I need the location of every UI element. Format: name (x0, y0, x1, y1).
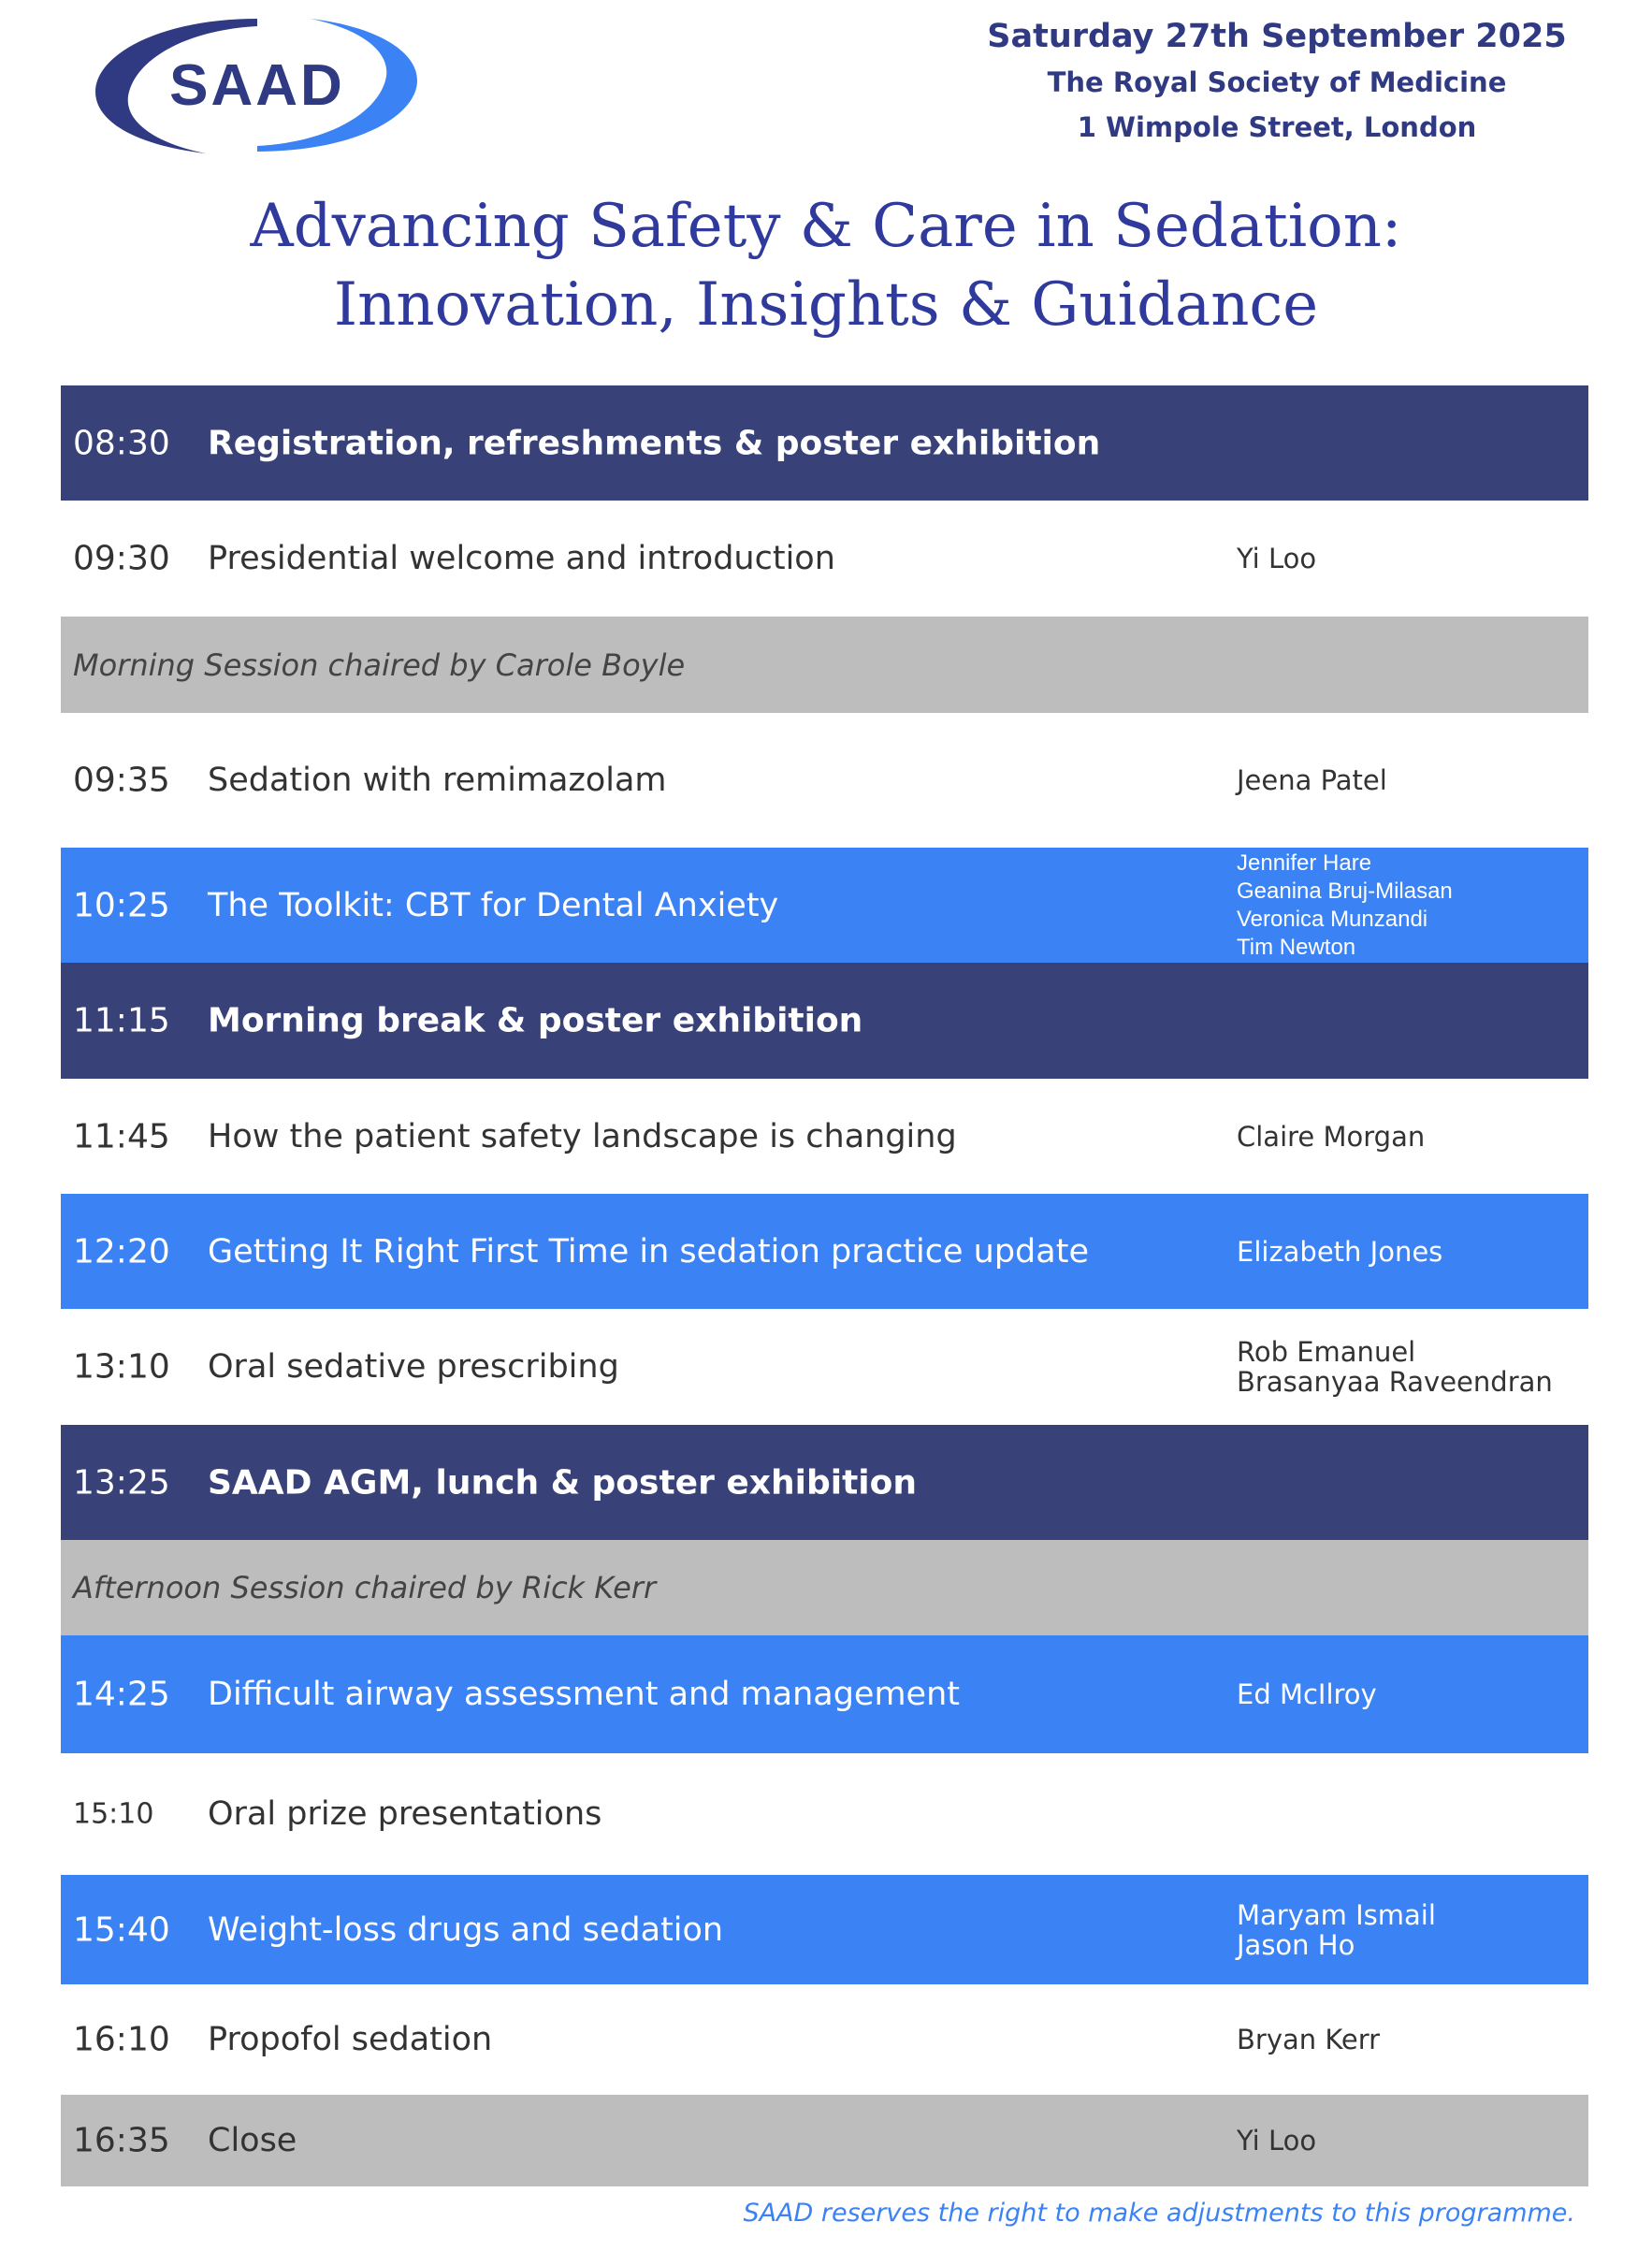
programme-schedule (61, 385, 1588, 2186)
speaker-name: Geanina Bruj-Milasan (1237, 878, 1453, 904)
event-date: Saturday 27th September 2025 (987, 18, 1567, 55)
row-speakers (1237, 1900, 1436, 1960)
speaker-name: Yi Loo (1237, 543, 1317, 574)
row-speakers (1237, 2126, 1316, 2156)
speaker-name: Tim Newton (1237, 934, 1356, 960)
event-venue: The Royal Society of Medicine (1047, 66, 1507, 98)
row-speakers (1237, 1337, 1553, 1397)
schedule-row (61, 501, 1588, 617)
row-title: How the patient safety landscape is changing (208, 1117, 957, 1155)
schedule-row (61, 385, 1588, 501)
schedule-row (61, 1194, 1588, 1309)
row-speakers (1237, 1122, 1425, 1152)
speaker-name: Claire Morgan (1237, 1120, 1426, 1153)
row-speakers (1237, 765, 1387, 795)
row-title: Presidential welcome and introduction (208, 540, 835, 577)
row-speakers (1237, 544, 1316, 574)
row-time: 11:45 (73, 1117, 170, 1155)
programme-disclaimer: SAAD reserves the right to make adjustments to this programme. (743, 2199, 1575, 2228)
row-speakers (1237, 1679, 1377, 1709)
title-line-1: Advancing Safety & Care in Sedation: (250, 192, 1402, 261)
row-time: 09:30 (73, 539, 170, 578)
speaker-name: Maryam Ismail (1237, 1898, 1436, 1931)
row-time: 16:10 (73, 2020, 170, 2059)
speaker-name: Brasanyaa Raveendran (1237, 1366, 1553, 1398)
row-title: Registration, refreshments & poster exhibition (208, 424, 1101, 462)
row-time: 10:25 (73, 886, 170, 924)
row-title: Oral prize presentations (208, 1795, 602, 1833)
row-time: 09:35 (73, 761, 170, 800)
speaker-name: Bryan Kerr (1237, 2024, 1381, 2055)
row-title: Weight-loss drugs and sedation (208, 1910, 724, 1949)
session-row (61, 617, 1588, 713)
event-info (935, 13, 1618, 150)
schedule-row (61, 1425, 1588, 1540)
row-title: Propofol sedation (208, 2021, 493, 2058)
speaker-name: Yi Loo (1237, 2125, 1317, 2157)
row-title: Getting It Right First Time in sedation practice update (208, 1232, 1089, 1271)
row-title: Difficult airway assessment and management (208, 1676, 960, 1713)
schedule-row (61, 2095, 1588, 2186)
row-title: Oral sedative prescribing (208, 1348, 619, 1386)
speaker-name: Jennifer Hare (1237, 850, 1372, 876)
row-time: 11:15 (73, 1001, 170, 1040)
page-title (0, 187, 1652, 344)
saad-logo (94, 13, 421, 157)
row-time: 13:25 (73, 1463, 170, 1502)
saad-logo-mark (94, 13, 421, 157)
row-speakers (1237, 1237, 1442, 1267)
row-time: 16:35 (73, 2121, 170, 2160)
session-chair-label: Afternoon Session chaired by Rick Kerr (73, 1570, 657, 1605)
logo-text: SAAD (169, 53, 345, 118)
session-chair-label: Morning Session chaired by Carole Boyle (73, 646, 686, 683)
row-time: 13:10 (73, 1347, 170, 1387)
speaker-name: Jason Ho (1237, 1928, 1355, 1961)
speaker-name: Rob Emanuel (1237, 1336, 1416, 1368)
schedule-row (61, 1875, 1588, 1984)
speaker-name: Veronica Munzandi (1237, 906, 1428, 932)
row-title: Close (208, 2122, 297, 2159)
row-title: Sedation with remimazolam (208, 762, 667, 799)
row-speakers (1237, 850, 1453, 962)
speaker-name: Ed McIlroy (1237, 1678, 1377, 1710)
speaker-name: Elizabeth Jones (1237, 1235, 1443, 1268)
speaker-name: Jeena Patel (1237, 764, 1387, 796)
session-row (61, 1540, 1588, 1635)
schedule-row (61, 1753, 1588, 1875)
schedule-row (61, 848, 1588, 963)
schedule-row (61, 713, 1588, 848)
row-time: 12:20 (73, 1232, 170, 1271)
row-speakers (1237, 2025, 1380, 2055)
schedule-row (61, 1984, 1588, 2095)
row-time: 15:40 (73, 1910, 170, 1949)
schedule-row (61, 1079, 1588, 1194)
row-title: SAAD AGM, lunch & poster exhibition (208, 1463, 918, 1502)
event-address: 1 Wimpole Street, London (1077, 111, 1477, 143)
schedule-row (61, 1635, 1588, 1753)
row-time: 15:10 (73, 1797, 154, 1831)
row-time: 08:30 (73, 424, 170, 462)
row-title: Morning break & poster exhibition (208, 1001, 863, 1040)
row-time: 14:25 (73, 1675, 170, 1714)
title-line-2: Innovation, Insights & Guidance (333, 270, 1319, 340)
schedule-row (61, 963, 1588, 1079)
row-title: The Toolkit: CBT for Dental Anxiety (208, 886, 779, 924)
schedule-row (61, 1309, 1588, 1425)
